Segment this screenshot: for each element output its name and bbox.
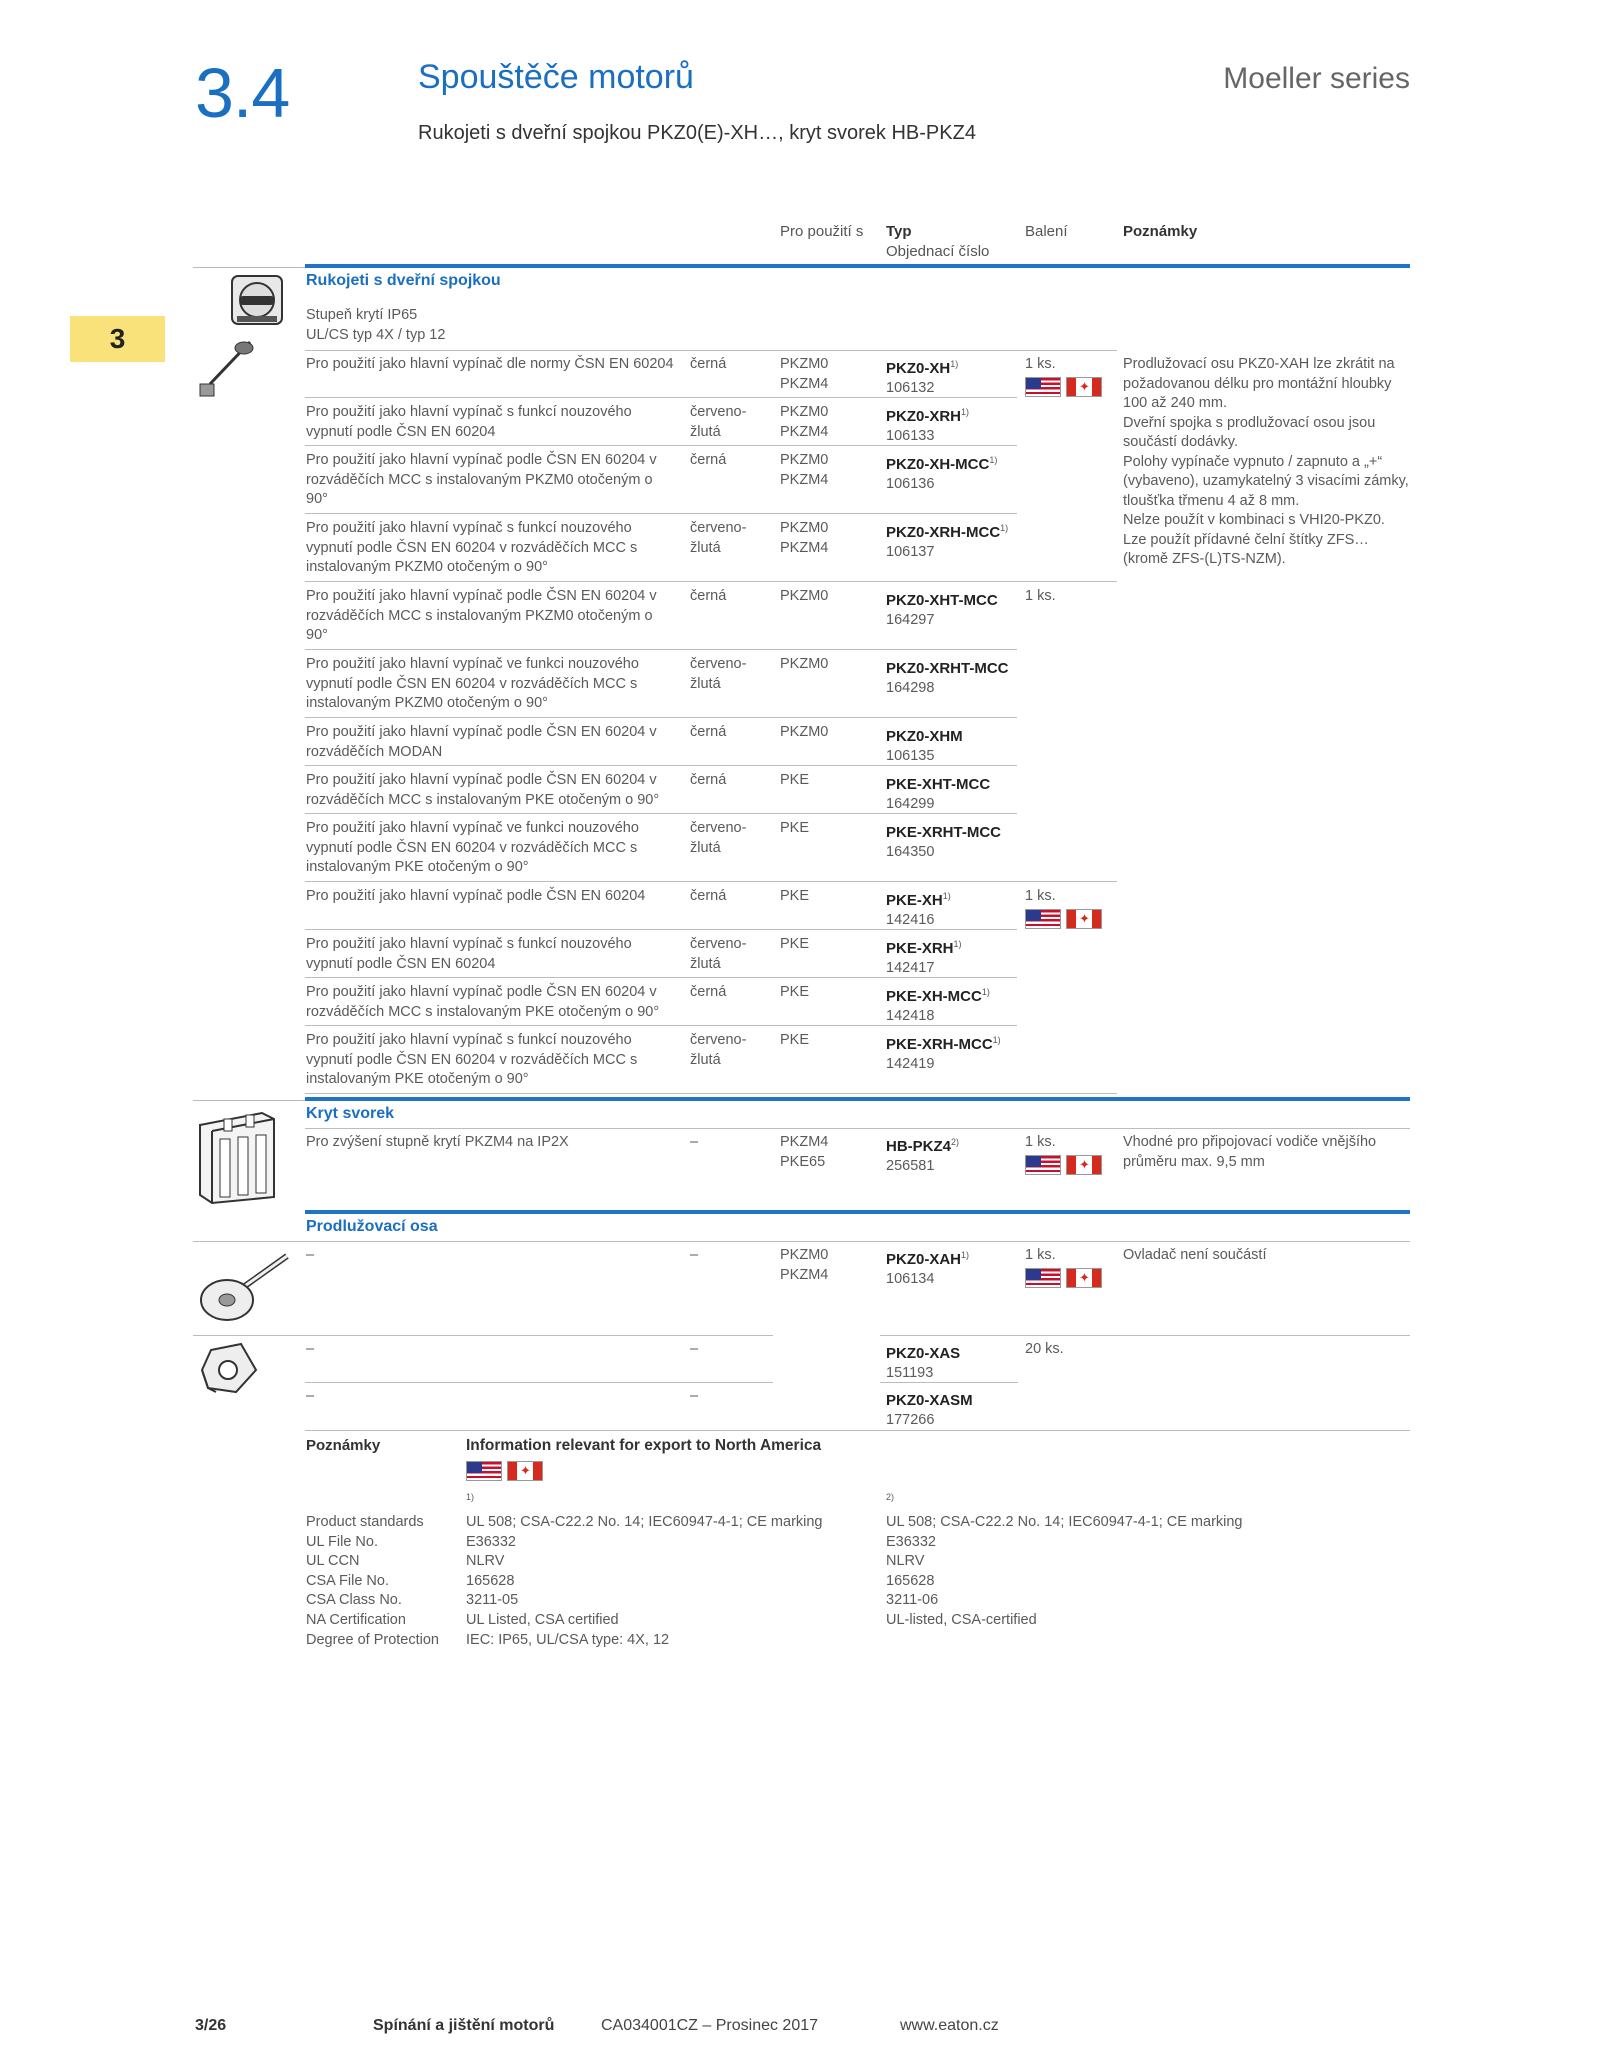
table-row-desc: Pro použití jako hlavní vypínač ve funkci nouzového vypnutí podle ČSN EN 60204 v rozváděčích MCC s instalovaným PKE otočeným o 90° <box>306 820 639 875</box>
table-row-color: červeno- žlutá <box>690 820 747 856</box>
table-row-type: PKE-XH$^{1)}$ 142416 <box>886 891 951 928</box>
table-row-color: černá <box>690 452 727 468</box>
export-label: NA Certification <box>306 1612 406 1628</box>
row-divider <box>305 717 1017 718</box>
table-row-desc: Pro použití jako hlavní vypínač podle ČSN EN 60204 v rozváděčích MCC s instalovaným PKZM0 otočeným o 90° <box>306 588 657 643</box>
footnote-2: 2) <box>886 1492 895 1502</box>
table-row-use: PKZM0 PKZM4 <box>780 356 829 392</box>
export-label: Degree of Protection <box>306 1631 439 1648</box>
table-row-color: – <box>690 1134 699 1150</box>
export-value-1: NLRV <box>466 1553 505 1570</box>
table-row-use: PKE <box>780 1032 810 1048</box>
table-row-desc: – <box>306 1247 315 1263</box>
table-row-desc: Pro použití jako hlavní vypínač s funkcí nouzového vypnutí podle ČSN EN 60204 <box>306 936 632 972</box>
export-value-2: 3211-06 <box>886 1592 939 1609</box>
section2-divider <box>305 1097 1410 1101</box>
export-value-1: UL 508; CSA-C22.2 No. 14; IEC60947-4-1; CE marking <box>466 1514 823 1530</box>
export-label: CSA File No. <box>306 1572 389 1589</box>
table-row-color: černá <box>690 984 727 1000</box>
table-row-type: PKZ0-XHM 106135 <box>886 728 963 764</box>
col-order-label: Objednací číslo <box>886 243 990 260</box>
table-row-color: červeno- žlutá <box>690 936 747 972</box>
table-row-pack: 1 ks. <box>1025 588 1056 604</box>
export-notes-label: Poznámky <box>306 1437 381 1454</box>
table-row-use: PKZM0 PKZM4 <box>780 452 829 488</box>
col-type-label: Typ <box>886 223 912 240</box>
table-row-use: PKE <box>780 888 810 904</box>
table-row-desc: Pro použití jako hlavní vypínač dle normy ČSN EN 60204 <box>306 356 674 372</box>
table-row-use: PKZM0 PKZM4 <box>780 404 829 440</box>
table-row-use: PKZM4 PKE65 <box>780 1134 829 1170</box>
section1-desc2: UL/CS typ 4X / typ 12 <box>306 327 446 343</box>
section3-title: Prodlužovací osa <box>306 1218 438 1235</box>
table-row-type: PKE-XHT-MCC 164299 <box>886 776 991 812</box>
row-divider <box>305 397 1017 398</box>
col-notes: Poznámky <box>1123 223 1198 240</box>
export-label: UL CCN <box>306 1553 360 1570</box>
table-row-pack: 1 ks. ✦ <box>1025 355 1102 397</box>
table-row-use: PKE <box>780 984 810 1000</box>
table-row-type: PKZ0-XRHT-MCC 164298 <box>886 660 1009 696</box>
table-row-type: PKZ0-XH$^{1)}$ 106132 <box>886 359 959 396</box>
table-row-use: PKZM0 <box>780 724 829 740</box>
row-divider <box>305 581 1117 582</box>
section1-title: Rukojeti s dveřní spojkou <box>306 272 501 289</box>
flag-ca-icon <box>1066 1268 1102 1288</box>
extension-shaft-icon <box>195 1248 295 1328</box>
table-row-color: černá <box>690 588 727 604</box>
flag-us-icon <box>1025 1155 1061 1175</box>
flag-ca-icon <box>507 1461 543 1481</box>
row-divider <box>305 350 1117 351</box>
export-value-2: NLRV <box>886 1553 925 1570</box>
page-number: 3/26 <box>195 2017 227 2034</box>
table-row-color: černá <box>690 772 727 788</box>
table-row-type: PKE-XRH$^{1)}$ 142417 <box>886 939 962 976</box>
table-row-color: červeno- žlutá <box>690 656 747 692</box>
export-label: CSA Class No. <box>306 1592 402 1609</box>
series-label: Moeller series <box>1223 62 1410 95</box>
table-row-type: PKZ0-XH-MCC$^{1)}$ 106136 <box>886 455 998 492</box>
terminal-cover-icon <box>192 1105 282 1205</box>
row-divider <box>305 1093 1117 1094</box>
table-row-color: černá <box>690 888 727 904</box>
flag-us-icon <box>1025 377 1061 397</box>
table-row-color: černá <box>690 356 727 372</box>
row-divider <box>305 1430 1410 1431</box>
footer-url[interactable]: www.eaton.cz <box>900 2017 999 2034</box>
flag-us-icon <box>1025 1268 1061 1288</box>
table-row-type: PKZ0-XAH$^{1)}$ 106134 <box>886 1250 970 1287</box>
table-row-desc: Pro zvýšení stupně krytí PKZM4 na IP2X <box>306 1134 569 1150</box>
table-row-desc: Pro použití jako hlavní vypínač podle ČSN EN 60204 v rozváděčích MODAN <box>306 724 657 760</box>
export-label: UL File No. <box>306 1533 378 1550</box>
footnote-1: 1) <box>466 1492 475 1502</box>
table-row-type: PKZ0-XHT-MCC 164297 <box>886 592 998 628</box>
table-row-desc: Pro použití jako hlavní vypínač s funkcí nouzového vypnutí podle ČSN EN 60204 v rozváděčích MCC s instalovaným PKE otočeným o 90° <box>306 1032 638 1087</box>
row-divider <box>305 513 1017 514</box>
table-row-desc: – <box>306 1341 315 1357</box>
table-row-pack: 1 ks. ✦ <box>1025 1246 1102 1288</box>
export-title: Information relevant for export to North America <box>466 1437 822 1454</box>
table-row-desc: Pro použití jako hlavní vypínač podle ČSN EN 60204 <box>306 888 646 904</box>
row-divider <box>305 1382 773 1383</box>
flag-ca-icon <box>1066 1155 1102 1175</box>
image-divider <box>193 1100 305 1101</box>
table-row-type: PKE-XRHT-MCC 164350 <box>886 824 1001 860</box>
table-row-note: Ovladač není součástí <box>1123 1247 1267 1263</box>
col-use-with: Pro použití s <box>780 223 864 240</box>
section1-divider <box>305 264 1410 268</box>
table-row-use: PKE <box>780 936 810 952</box>
row-divider <box>305 445 1017 446</box>
row-divider <box>880 1335 1410 1336</box>
export-value-2: UL 508; CSA-C22.2 No. 14; IEC60947-4-1; CE marking <box>886 1514 1243 1530</box>
export-value-2: 165628 <box>886 1572 935 1589</box>
section-number: 3.4 <box>195 54 290 132</box>
col-type <box>886 222 989 262</box>
shaft-adapter-icon <box>196 1340 266 1400</box>
table-row-color: červeno- žlutá <box>690 1032 747 1068</box>
section1-note: Prodlužovací osu PKZ0-XAH lze zkrátit na požadovanou délku pro montážní hloubky 100 až 240 mm. Dveřní spojka s prodlužovací osou jsou součástí dodávky. Polohy vypínače vypnuto / zapnuto a „+“ (vybaveno), uzamykatelný 3 visacími zámky, tloušťka třmenu 4 až 8 mm. Nelze použít v kombinaci s VHI20-PKZ0. Lze použít přídavné čelní štítky ZFS… (kromě ZFS-(L)TS-NZM). <box>1123 356 1409 567</box>
row-divider <box>305 813 1017 814</box>
table-row-use: PKE <box>780 820 810 836</box>
page-subtitle: Rukojeti s dveřní spojkou PKZ0(E)-XH…, kryt svorek HB-PKZ4 <box>418 122 976 144</box>
chapter-tab[interactable]: 3 <box>70 316 165 362</box>
export-value-1: UL Listed, CSA certified <box>466 1612 619 1628</box>
table-row-use: PKZM0 <box>780 656 829 672</box>
row-divider <box>305 977 1017 978</box>
table-row-desc: Pro použití jako hlavní vypínač s funkcí nouzového vypnutí podle ČSN EN 60204 v rozváděčích MCC s instalovaným PKZM0 otočeným o 90° <box>306 520 638 575</box>
table-row-use: PKZM0 <box>780 588 829 604</box>
export-flags <box>466 1461 543 1481</box>
flag-ca-icon <box>1066 377 1102 397</box>
table-row-desc: Pro použití jako hlavní vypínač ve funkci nouzového vypnutí podle ČSN EN 60204 v rozváděčích MCC s instalovaným PKZM0 otočeným o 90° <box>306 656 639 711</box>
section3-divider <box>305 1210 1410 1214</box>
table-row-type: PKZ0-XRH$^{1)}$ 106133 <box>886 407 970 444</box>
export-value-1: IEC: IP65, UL/CSA type: 4X, 12 <box>466 1631 670 1648</box>
table-row-color: – <box>690 1388 699 1404</box>
row-divider <box>305 765 1017 766</box>
table-row-type: HB-PKZ4$^{2)}$ 256581 <box>886 1137 960 1174</box>
flag-us-icon <box>1025 909 1061 929</box>
table-row-desc: – <box>306 1388 315 1404</box>
door-handle-icon <box>192 272 302 407</box>
table-row-color: – <box>690 1341 699 1357</box>
table-row-desc: Pro použití jako hlavní vypínač podle ČSN EN 60204 v rozváděčích MCC s instalovaným PKZM0 otočeným o 90° <box>306 452 657 507</box>
table-row-color: černá <box>690 724 727 740</box>
table-row-color: červeno- žlutá <box>690 404 747 440</box>
flag-us-icon <box>466 1461 502 1481</box>
export-value-2: UL-listed, CSA-certified <box>886 1612 1037 1628</box>
row-divider <box>305 929 1017 930</box>
table-row-use: PKZM0 PKZM4 <box>780 520 829 556</box>
table-row-type: PKE-XRH-MCC$^{1)}$ 142419 <box>886 1035 1001 1072</box>
table-row-desc: Pro použití jako hlavní vypínač podle ČSN EN 60204 v rozváděčích MCC s instalovaným PKE otočeným o 90° <box>306 772 660 808</box>
table-row-type: PKZ0-XAS 151193 <box>886 1345 961 1381</box>
image-divider <box>193 267 305 268</box>
table-row-pack: 1 ks. ✦ <box>1025 887 1102 929</box>
footer-catalog: CA034001CZ – Prosinec 2017 <box>601 2017 819 2034</box>
row-divider <box>305 1128 1410 1129</box>
row-divider <box>305 1025 1017 1026</box>
table-row-type: PKZ0-XRH-MCC$^{1)}$ 106137 <box>886 523 1009 560</box>
table-row-color: červeno- žlutá <box>690 520 747 556</box>
export-value-1: 3211-05 <box>466 1592 519 1609</box>
table-row-pack: 1 ks. ✦ <box>1025 1133 1102 1175</box>
section2-note: Vhodné pro připojovací vodiče vnějšího průměru max. 9,5 mm <box>1123 1134 1377 1170</box>
footer-title: Spínání a jištění motorů <box>373 2017 555 2034</box>
table-row-desc: Pro použití jako hlavní vypínač s funkcí nouzového vypnutí podle ČSN EN 60204 <box>306 404 632 440</box>
row-divider <box>193 1335 773 1336</box>
table-row-use: PKE <box>780 772 810 788</box>
export-value-1: E36332 <box>466 1533 516 1550</box>
table-row-type: PKZ0-XASM 177266 <box>886 1392 973 1428</box>
export-value-1: 165628 <box>466 1572 515 1589</box>
table-row-use: PKZM0 PKZM4 <box>780 1247 829 1283</box>
table-row-type: PKE-XH-MCC$^{1)}$ 142418 <box>886 987 990 1024</box>
section2-title: Kryt svorek <box>306 1105 395 1122</box>
row-divider <box>305 881 1117 882</box>
row-divider <box>305 649 1017 650</box>
section1-desc1: Stupeň krytí IP65 <box>306 307 418 323</box>
flag-ca-icon <box>1066 909 1102 929</box>
table-row-pack: 20 ks. <box>1025 1341 1064 1357</box>
page-title: Spouštěče motorů <box>418 58 694 96</box>
row-divider <box>880 1382 1018 1383</box>
export-value-2: E36332 <box>886 1533 936 1550</box>
export-label: Product standards <box>306 1514 424 1530</box>
table-row-desc: Pro použití jako hlavní vypínač podle ČSN EN 60204 v rozváděčích MCC s instalovaným PKE otočeným o 90° <box>306 984 660 1020</box>
col-pack: Balení <box>1025 223 1068 240</box>
table-row-color: – <box>690 1247 699 1263</box>
row-divider <box>193 1241 1410 1242</box>
